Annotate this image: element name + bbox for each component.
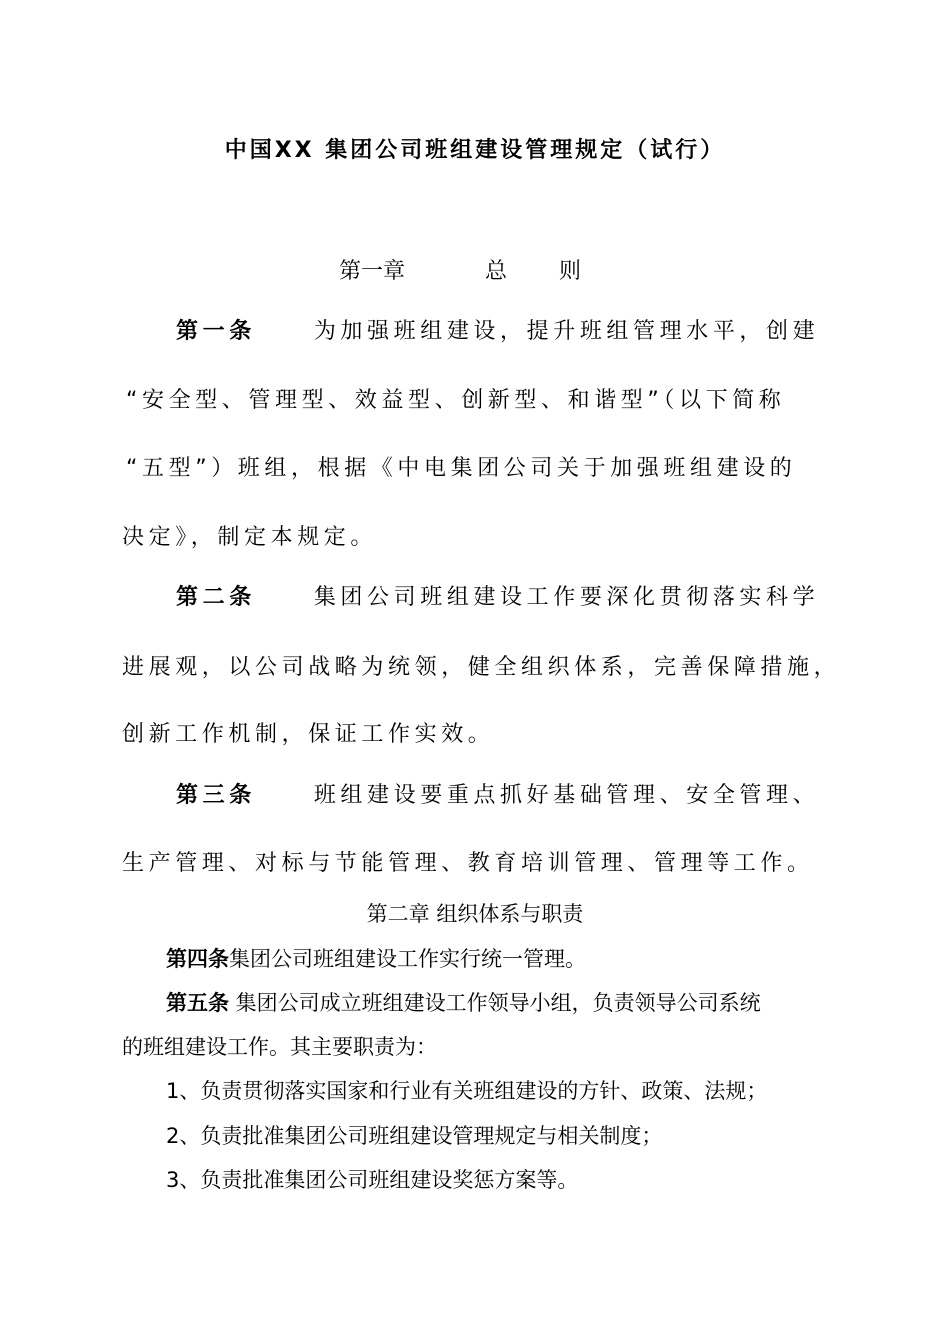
article-5-line-1: 第五条 集团公司成立班组建设工作领导小组，负责领导公司系统 bbox=[166, 991, 761, 1015]
article-1-label: 第一条 bbox=[176, 319, 256, 344]
article-1-line-4: 决定》，制定本规定。 bbox=[122, 525, 378, 550]
article-2-line-3: 创新工作机制，保证工作实效。 bbox=[122, 722, 495, 747]
article-1-line-3: “五型”）班组，根据《中电集团公司关于加强班组建设的 bbox=[126, 456, 797, 481]
article-2-line-1: 第二条 集团公司班组建设工作要深化贯彻落实科学 bbox=[176, 580, 819, 611]
document-title: 中国XX 集团公司班组建设管理规定（试行） bbox=[224, 138, 726, 163]
chapter-1-name-b: 则 bbox=[559, 259, 582, 284]
article-1-line-1: 第一条 为加强班组建设，提升班组管理水平，创建 bbox=[176, 314, 819, 345]
chapter-1-number: 第一章 bbox=[339, 259, 406, 284]
article-5-line-2: 的班组建设工作。其主要职责为： bbox=[122, 1035, 437, 1059]
article-3-line-2: 生产管理、对标与节能管理、教育培训管理、管理等工作。 bbox=[122, 851, 814, 876]
chapter-2-heading: 第二章 组织体系与职责 bbox=[366, 902, 584, 926]
chapter-1-name-a: 总 bbox=[485, 259, 508, 284]
duty-item-2: 2、负责批准集团公司班组建设管理规定与相关制度； bbox=[166, 1124, 663, 1148]
article-3-line-1: 第三条 班组建设要重点抓好基础管理、安全管理、 bbox=[176, 778, 819, 809]
article-1-line-2: “安全型、管理型、效益型、创新型、和谐型”（以下简称 bbox=[126, 388, 786, 413]
article-2-label: 第二条 bbox=[176, 585, 256, 610]
duty-item-1: 1、负责贯彻落实国家和行业有关班组建设的方针、政策、法规； bbox=[166, 1079, 768, 1103]
article-5-label: 第五条 bbox=[166, 991, 229, 1015]
duty-item-3: 3、负责批准集团公司班组建设奖惩方案等。 bbox=[166, 1168, 579, 1192]
article-3-label: 第三条 bbox=[176, 783, 256, 808]
article-4-label: 第四条 bbox=[166, 947, 229, 971]
article-2-line-2: 进展观，以公司战略为统领，健全组织体系，完善保障措施， bbox=[122, 655, 841, 680]
chapter-1-heading bbox=[339, 254, 581, 285]
article-4: 第四条集团公司班组建设工作实行统一管理。 bbox=[166, 947, 586, 971]
